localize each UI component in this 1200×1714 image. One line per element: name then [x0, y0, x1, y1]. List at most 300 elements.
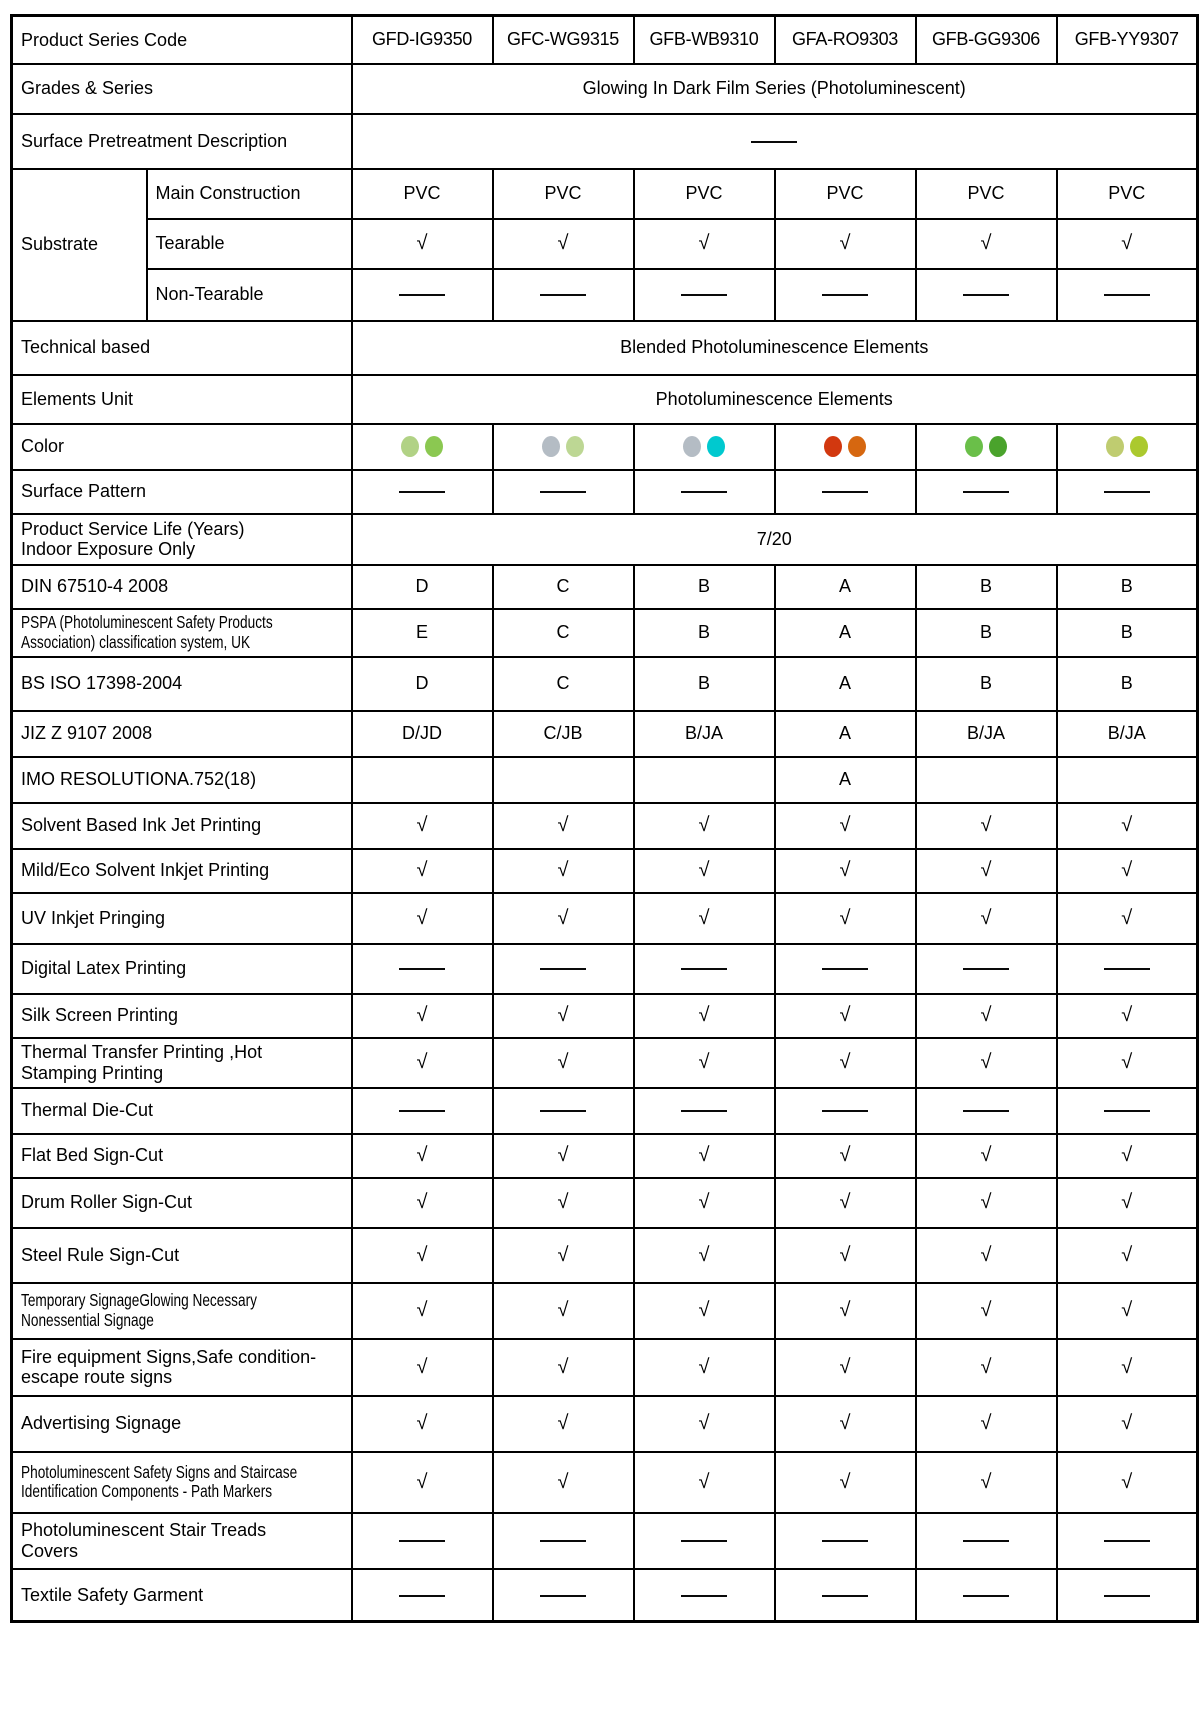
advertising-signage-label: Advertising Signage — [12, 1396, 352, 1452]
thermal-die-cut-dash — [775, 1088, 916, 1134]
digital-latex-printing-dash — [916, 944, 1057, 994]
advertising-signage-check — [1057, 1396, 1198, 1452]
color-dot — [542, 436, 560, 457]
check-mark-icon: √ — [1121, 1243, 1133, 1266]
check-mark-icon: √ — [980, 1191, 992, 1213]
check-mark-icon: √ — [980, 1355, 992, 1378]
silk-screen-printing-check — [352, 994, 493, 1038]
check-mark-icon: √ — [416, 1299, 428, 1321]
bs-iso-17398-value-text: B — [1120, 673, 1133, 693]
check-mark-icon: √ — [1121, 859, 1133, 881]
series-code-gfb-gg9306 — [916, 16, 1057, 64]
substrate-group-label: Substrate — [12, 169, 147, 321]
flat-bed-sign-cut-check — [493, 1134, 634, 1178]
temporary-signage-check — [493, 1283, 634, 1339]
grades-series-label: Grades & Series — [12, 64, 352, 114]
check-mark-icon: √ — [557, 232, 569, 254]
check-mark-icon: √ — [698, 1243, 710, 1266]
thermal-transfer-printing-label — [12, 1038, 352, 1088]
textile-safety-garment-dash — [634, 1569, 775, 1622]
elements-unit-label: Elements Unit — [12, 375, 352, 424]
dash-line — [399, 968, 445, 970]
substrate-tearable-check — [775, 219, 916, 269]
check-mark-icon: √ — [557, 1051, 569, 1073]
pspa-classification-value-text: E — [415, 622, 428, 642]
substrate-tearable-check — [352, 219, 493, 269]
check-mark-icon: √ — [557, 1004, 569, 1026]
check-mark-icon: √ — [1121, 1051, 1133, 1073]
dash-line — [1104, 491, 1150, 493]
imo-resolution-value-text: A — [838, 769, 851, 789]
dash-line — [681, 294, 727, 296]
color-dot — [683, 436, 701, 457]
temporary-signage-check — [916, 1283, 1057, 1339]
steel-rule-sign-cut-check — [775, 1228, 916, 1283]
technical-based-merged-value — [352, 321, 1198, 375]
bs-iso-17398-value — [1057, 657, 1198, 711]
substrate-tearable-check — [1057, 219, 1198, 269]
bs-iso-17398-value — [775, 657, 916, 711]
dash-line — [540, 1595, 586, 1597]
photoluminescent-safety-signs-check — [775, 1452, 916, 1513]
eco-solvent-inkjet-printing-check — [775, 849, 916, 893]
color-swatch-cell — [775, 424, 916, 470]
textile-safety-garment-dash — [916, 1569, 1057, 1622]
din-67510-value — [1057, 565, 1198, 609]
din-67510-value-text: B — [979, 576, 992, 596]
check-mark-icon: √ — [557, 1144, 569, 1166]
din-67510-value — [775, 565, 916, 609]
thermal-transfer-printing-check — [352, 1038, 493, 1088]
check-mark-icon: √ — [557, 1470, 569, 1493]
check-mark-icon: √ — [1121, 1299, 1133, 1321]
uv-inkjet-printing-check — [352, 893, 493, 944]
flat-bed-sign-cut-check — [634, 1134, 775, 1178]
uv-inkjet-printing-check — [493, 893, 634, 944]
stair-treads-covers-dash — [775, 1513, 916, 1569]
check-mark-icon: √ — [557, 859, 569, 881]
uv-inkjet-printing-check — [916, 893, 1057, 944]
stair-treads-covers-dash — [634, 1513, 775, 1569]
check-mark-icon: √ — [980, 906, 992, 929]
fire-equipment-signs-check — [493, 1339, 634, 1396]
check-mark-icon: √ — [980, 1243, 992, 1266]
elements-unit-value-text: Photoluminescence Elements — [655, 388, 893, 409]
dash-line — [540, 968, 586, 970]
thermal-die-cut-dash — [634, 1088, 775, 1134]
pspa-classification-value — [634, 609, 775, 657]
temporary-signage-label-line: Nonessential Signage — [21, 1309, 154, 1330]
eco-solvent-inkjet-printing-check — [916, 849, 1057, 893]
fire-equipment-signs-check — [775, 1339, 916, 1396]
textile-safety-garment-dash — [493, 1569, 634, 1622]
surface-pattern-dash — [493, 470, 634, 514]
grades-series-value-text: Glowing In Dark Film Series (Photoluminescent) — [582, 78, 966, 98]
photoluminescent-safety-signs-label-line: Identification Components - Path Markers — [21, 1481, 273, 1501]
dash-line — [399, 1540, 445, 1542]
steel-rule-sign-cut-check — [352, 1228, 493, 1283]
jiz-z-9107-value — [352, 711, 493, 757]
substrate-main-construction-value-text: PVC — [826, 183, 864, 203]
stair-treads-covers-label — [12, 1513, 352, 1569]
digital-latex-printing-dash — [1057, 944, 1198, 994]
series-code-gfb-yy9307 — [1057, 16, 1198, 64]
dash-line — [751, 141, 797, 143]
check-mark-icon: √ — [1121, 814, 1133, 836]
solvent-inkjet-printing-check — [916, 803, 1057, 849]
product-spec-table — [10, 14, 1199, 1623]
check-mark-icon: √ — [416, 1004, 428, 1026]
uv-inkjet-printing-check — [775, 893, 916, 944]
photoluminescent-safety-signs-label-line: Photoluminescent Safety Signs and Staircase — [21, 1461, 298, 1482]
check-mark-icon: √ — [839, 1412, 851, 1434]
flat-bed-sign-cut-check — [1057, 1134, 1198, 1178]
drum-roller-sign-cut-check — [1057, 1178, 1198, 1228]
dash-line — [540, 294, 586, 296]
pspa-classification-value-text: C — [556, 622, 570, 642]
check-mark-icon: √ — [839, 1299, 851, 1321]
surface-pattern-label: Surface Pattern — [12, 470, 352, 514]
jiz-z-9107-value-text: C/JB — [543, 723, 583, 743]
din-67510-value-text: B — [1120, 576, 1133, 596]
check-mark-icon: √ — [416, 859, 428, 881]
elements-unit-merged-value — [352, 375, 1198, 424]
surface-pattern-dash — [916, 470, 1057, 514]
check-mark-icon: √ — [1121, 1412, 1133, 1434]
thermal-transfer-printing-check — [775, 1038, 916, 1088]
pspa-classification-value-text: B — [697, 622, 710, 642]
drum-roller-sign-cut-check — [634, 1178, 775, 1228]
pspa-classification-value-text: B — [1120, 622, 1133, 642]
temporary-signage-check — [775, 1283, 916, 1339]
service-life-value-text: 7/20 — [756, 528, 792, 549]
dash-line — [399, 491, 445, 493]
thermal-transfer-printing-check — [1057, 1038, 1198, 1088]
substrate-non-tearable-dash — [493, 269, 634, 321]
check-mark-icon: √ — [980, 814, 992, 836]
check-mark-icon: √ — [980, 1004, 992, 1026]
color-swatch-cell — [916, 424, 1057, 470]
imo-resolution-value — [1057, 757, 1198, 803]
check-mark-icon: √ — [839, 232, 851, 254]
substrate-main-construction-value — [493, 169, 634, 219]
check-mark-icon: √ — [416, 1051, 428, 1073]
stair-treads-covers-dash — [493, 1513, 634, 1569]
bs-iso-17398-value — [634, 657, 775, 711]
dash-line — [822, 1540, 868, 1542]
jiz-z-9107-value-text: B/JA — [1107, 723, 1146, 743]
check-mark-icon: √ — [416, 1470, 428, 1493]
dash-line — [963, 968, 1009, 970]
check-mark-icon: √ — [698, 1051, 710, 1073]
check-mark-icon: √ — [557, 814, 569, 836]
color-dot — [965, 436, 983, 457]
photoluminescent-safety-signs-check — [634, 1452, 775, 1513]
substrate-main-construction-value — [634, 169, 775, 219]
temporary-signage-check — [634, 1283, 775, 1339]
drum-roller-sign-cut-check — [916, 1178, 1057, 1228]
jiz-z-9107-value — [1057, 711, 1198, 757]
uv-inkjet-printing-check — [634, 893, 775, 944]
series-code-gfa-ro9303 — [775, 16, 916, 64]
dash-line — [963, 491, 1009, 493]
digital-latex-printing-dash — [775, 944, 916, 994]
check-mark-icon: √ — [416, 1412, 428, 1434]
check-mark-icon: √ — [839, 1051, 851, 1073]
din-67510-value-text: B — [697, 576, 710, 596]
textile-safety-garment-dash — [775, 1569, 916, 1622]
imo-resolution-value — [634, 757, 775, 803]
eco-solvent-inkjet-printing-check — [493, 849, 634, 893]
eco-solvent-inkjet-printing-check — [634, 849, 775, 893]
din-67510-value — [634, 565, 775, 609]
service-life-label-line: Product Service Life (Years) — [21, 518, 245, 539]
series-code-text: GFD-IG9350 — [371, 29, 473, 50]
check-mark-icon: √ — [698, 232, 710, 254]
pspa-classification-value-text: B — [979, 622, 992, 642]
substrate-non-tearable-dash — [634, 269, 775, 321]
dash-line — [399, 1110, 445, 1112]
silk-screen-printing-check — [775, 994, 916, 1038]
dash-line — [681, 1540, 727, 1542]
solvent-inkjet-printing-check — [493, 803, 634, 849]
temporary-signage-check — [352, 1283, 493, 1339]
stair-treads-covers-dash — [352, 1513, 493, 1569]
check-mark-icon: √ — [1121, 1355, 1133, 1378]
check-mark-icon: √ — [1121, 1470, 1133, 1493]
jiz-z-9107-value — [775, 711, 916, 757]
bs-iso-17398-value — [352, 657, 493, 711]
product-series-code-label: Product Series Code — [12, 16, 352, 64]
check-mark-icon: √ — [416, 1243, 428, 1266]
dash-line — [1104, 1595, 1150, 1597]
eco-solvent-inkjet-printing-check — [1057, 849, 1198, 893]
fire-equipment-signs-check — [1057, 1339, 1198, 1396]
textile-safety-garment-dash — [1057, 1569, 1198, 1622]
dash-line — [681, 968, 727, 970]
color-swatch-cell — [352, 424, 493, 470]
fire-equipment-signs-check — [916, 1339, 1057, 1396]
flat-bed-sign-cut-check — [916, 1134, 1057, 1178]
substrate-main-construction-value-text: PVC — [1108, 183, 1146, 203]
check-mark-icon: √ — [839, 1191, 851, 1213]
fire-equipment-signs-label — [12, 1339, 352, 1396]
pspa-classification-value — [775, 609, 916, 657]
service-life-label-line: Indoor Exposure Only — [21, 539, 196, 559]
substrate-non-tearable-dash — [916, 269, 1057, 321]
color-swatch-cell — [634, 424, 775, 470]
dash-line — [399, 1595, 445, 1597]
color-label: Color — [12, 424, 352, 470]
eco-solvent-inkjet-printing-check — [352, 849, 493, 893]
photoluminescent-safety-signs-label — [12, 1452, 352, 1513]
series-code-gfb-wb9310 — [634, 16, 775, 64]
check-mark-icon: √ — [839, 1355, 851, 1378]
service-life-label — [12, 514, 352, 565]
steel-rule-sign-cut-check — [916, 1228, 1057, 1283]
bs-iso-17398-value-text: A — [838, 673, 851, 693]
drum-roller-sign-cut-check — [775, 1178, 916, 1228]
digital-latex-printing-dash — [493, 944, 634, 994]
stair-treads-covers-label-line: Photoluminescent Stair Treads — [21, 1520, 267, 1541]
din-67510-value-text: D — [415, 576, 429, 596]
color-dot — [425, 436, 443, 457]
color-swatch-cell — [493, 424, 634, 470]
silk-screen-printing-check — [1057, 994, 1198, 1038]
check-mark-icon: √ — [698, 814, 710, 836]
dash-line — [681, 1595, 727, 1597]
din-67510-label: DIN 67510-4 2008 — [12, 565, 352, 609]
series-code-gfd-ig9350 — [352, 16, 493, 64]
check-mark-icon: √ — [1121, 232, 1133, 254]
flat-bed-sign-cut-check — [352, 1134, 493, 1178]
check-mark-icon: √ — [698, 1299, 710, 1321]
bs-iso-17398-value-text: B — [697, 673, 710, 693]
jiz-z-9107-value — [916, 711, 1057, 757]
flat-bed-sign-cut-check — [775, 1134, 916, 1178]
drum-roller-sign-cut-check — [352, 1178, 493, 1228]
advertising-signage-check — [775, 1396, 916, 1452]
check-mark-icon: √ — [980, 1144, 992, 1166]
substrate-main-construction-label: Main Construction — [147, 169, 352, 219]
series-code-text: GFB-WB9310 — [649, 29, 759, 50]
check-mark-icon: √ — [416, 232, 428, 254]
check-mark-icon: √ — [839, 1470, 851, 1493]
solvent-inkjet-printing-check — [352, 803, 493, 849]
series-code-text: GFA-RO9303 — [791, 29, 899, 50]
substrate-tearable-check — [634, 219, 775, 269]
surface-pattern-dash — [775, 470, 916, 514]
color-dot — [707, 436, 725, 457]
check-mark-icon: √ — [980, 1470, 992, 1493]
thermal-die-cut-dash — [493, 1088, 634, 1134]
temporary-signage-label-line: Temporary SignageGlowing Necessary — [21, 1290, 257, 1311]
din-67510-value-text: C — [556, 576, 570, 596]
silk-screen-printing-label: Silk Screen Printing — [12, 994, 352, 1038]
jiz-z-9107-value-text: B/JA — [684, 723, 723, 743]
check-mark-icon: √ — [416, 1355, 428, 1378]
substrate-non-tearable-dash — [775, 269, 916, 321]
photoluminescent-safety-signs-check — [1057, 1452, 1198, 1513]
dash-line — [540, 1110, 586, 1112]
imo-resolution-value — [352, 757, 493, 803]
technical-based-label: Technical based — [12, 321, 352, 375]
substrate-non-tearable-dash — [352, 269, 493, 321]
digital-latex-printing-dash — [352, 944, 493, 994]
steel-rule-sign-cut-label: Steel Rule Sign-Cut — [12, 1228, 352, 1283]
jiz-z-9107-value — [634, 711, 775, 757]
check-mark-icon: √ — [839, 1144, 851, 1166]
bs-iso-17398-value-text: D — [415, 673, 429, 693]
thermal-die-cut-label: Thermal Die-Cut — [12, 1088, 352, 1134]
silk-screen-printing-check — [916, 994, 1057, 1038]
substrate-tearable-check — [493, 219, 634, 269]
substrate-main-construction-value-text: PVC — [967, 183, 1005, 203]
solvent-inkjet-printing-label: Solvent Based Ink Jet Printing — [12, 803, 352, 849]
temporary-signage-check — [1057, 1283, 1198, 1339]
thermal-transfer-printing-label-line: Thermal Transfer Printing ,Hot — [21, 1042, 263, 1063]
din-67510-value-text: A — [838, 576, 851, 596]
substrate-main-construction-value — [352, 169, 493, 219]
jiz-z-9107-value — [493, 711, 634, 757]
check-mark-icon: √ — [980, 1299, 992, 1321]
color-dot — [989, 436, 1007, 457]
check-mark-icon: √ — [980, 1051, 992, 1073]
fire-equipment-signs-label-line: escape route signs — [21, 1367, 173, 1387]
photoluminescent-safety-signs-check — [916, 1452, 1057, 1513]
dash-line — [822, 1595, 868, 1597]
pspa-classification-label-line: Association) classification system, UK — [21, 631, 251, 652]
color-dot — [566, 436, 584, 457]
temporary-signage-label — [12, 1283, 352, 1339]
dash-line — [681, 491, 727, 493]
substrate-tearable-check — [916, 219, 1057, 269]
dash-line — [822, 968, 868, 970]
thermal-die-cut-dash — [1057, 1088, 1198, 1134]
dash-line — [540, 1540, 586, 1542]
substrate-non-tearable-dash — [1057, 269, 1198, 321]
jiz-z-9107-value-text: D/JD — [402, 723, 442, 743]
imo-resolution-value — [916, 757, 1057, 803]
dash-line — [822, 294, 868, 296]
color-dot — [848, 436, 866, 457]
advertising-signage-check — [493, 1396, 634, 1452]
pspa-classification-label-line: PSPA (Photoluminescent Safety Products — [21, 612, 273, 633]
check-mark-icon: √ — [839, 1004, 851, 1026]
thermal-transfer-printing-check — [916, 1038, 1057, 1088]
check-mark-icon: √ — [416, 906, 428, 929]
dash-line — [1104, 1540, 1150, 1542]
color-swatch-cell — [1057, 424, 1198, 470]
check-mark-icon: √ — [980, 1412, 992, 1434]
substrate-main-construction-value-text: PVC — [544, 183, 582, 203]
dash-line — [963, 294, 1009, 296]
steel-rule-sign-cut-check — [634, 1228, 775, 1283]
solvent-inkjet-printing-check — [634, 803, 775, 849]
bs-iso-17398-label: BS ISO 17398-2004 — [12, 657, 352, 711]
check-mark-icon: √ — [1121, 1144, 1133, 1166]
pspa-classification-value-text: A — [838, 622, 851, 642]
thermal-transfer-printing-check — [634, 1038, 775, 1088]
surface-pattern-dash — [352, 470, 493, 514]
drum-roller-sign-cut-label: Drum Roller Sign-Cut — [12, 1178, 352, 1228]
dash-line — [963, 1110, 1009, 1112]
check-mark-icon: √ — [416, 1191, 428, 1213]
check-mark-icon: √ — [557, 1355, 569, 1378]
check-mark-icon: √ — [839, 859, 851, 881]
check-mark-icon: √ — [698, 1191, 710, 1213]
substrate-main-construction-value — [916, 169, 1057, 219]
uv-inkjet-printing-check — [1057, 893, 1198, 944]
color-dot — [1106, 436, 1124, 457]
pspa-classification-value — [493, 609, 634, 657]
series-code-text: GFC-WG9315 — [506, 29, 620, 50]
check-mark-icon: √ — [1121, 906, 1133, 929]
surface-pattern-dash — [634, 470, 775, 514]
thermal-transfer-printing-check — [493, 1038, 634, 1088]
din-67510-value — [916, 565, 1057, 609]
bs-iso-17398-value-text: B — [979, 673, 992, 693]
stair-treads-covers-label-line: Covers — [21, 1540, 79, 1561]
steel-rule-sign-cut-check — [1057, 1228, 1198, 1283]
advertising-signage-check — [916, 1396, 1057, 1452]
check-mark-icon: √ — [980, 232, 992, 254]
dash-line — [963, 1595, 1009, 1597]
digital-latex-printing-label: Digital Latex Printing — [12, 944, 352, 994]
check-mark-icon: √ — [698, 1470, 710, 1493]
bs-iso-17398-value — [493, 657, 634, 711]
surface-pretreatment-label: Surface Pretreatment Description — [12, 114, 352, 169]
